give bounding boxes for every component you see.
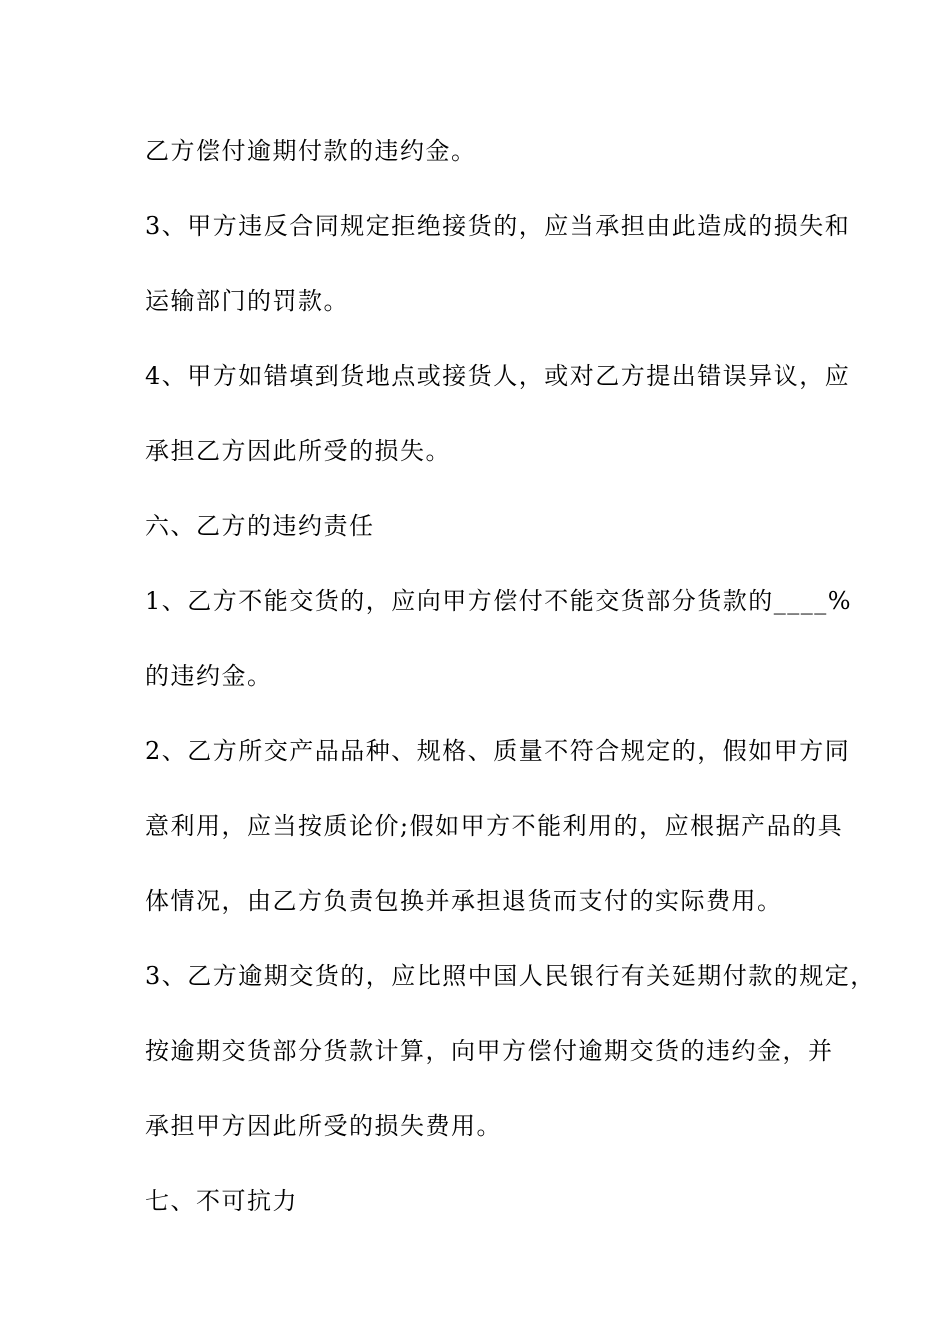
text-line: 按逾期交货部分货款计算，向甲方偿付逾期交货的违约金，并: [145, 1037, 834, 1065]
text-line: 乙方偿付逾期付款的违约金。: [145, 137, 477, 165]
text-line: 1、乙方不能交货的，应向甲方偿付不能交货部分货款的____%: [145, 587, 853, 615]
text-line: 4、甲方如错填到货地点或接货人，或对乙方提出错误异议，应: [145, 362, 851, 390]
text-line: 3、甲方违反合同规定拒绝接货的，应当承担由此造成的损失和: [145, 212, 851, 240]
text-line: 承担甲方因此所受的损失费用。: [145, 1112, 502, 1140]
text-line: 运输部门的罚款。: [145, 287, 349, 315]
text-line: 体情况，由乙方负责包换并承担退货而支付的实际费用。: [145, 887, 783, 915]
text-line: 承担乙方因此所受的损失。: [145, 437, 451, 465]
section-heading: 六、乙方的违约责任: [145, 512, 375, 540]
text-line: 2、乙方所交产品品种、规格、质量不符合规定的，假如甲方同: [145, 737, 851, 765]
text-line: 3、乙方逾期交货的，应比照中国人民银行有关延期付款的规定，: [145, 962, 876, 990]
text-line: 的违约金。: [145, 662, 273, 690]
section-heading: 七、不可抗力: [145, 1187, 298, 1215]
text-line: 意利用，应当按质论价;假如甲方不能利用的，应根据产品的具: [145, 812, 844, 840]
